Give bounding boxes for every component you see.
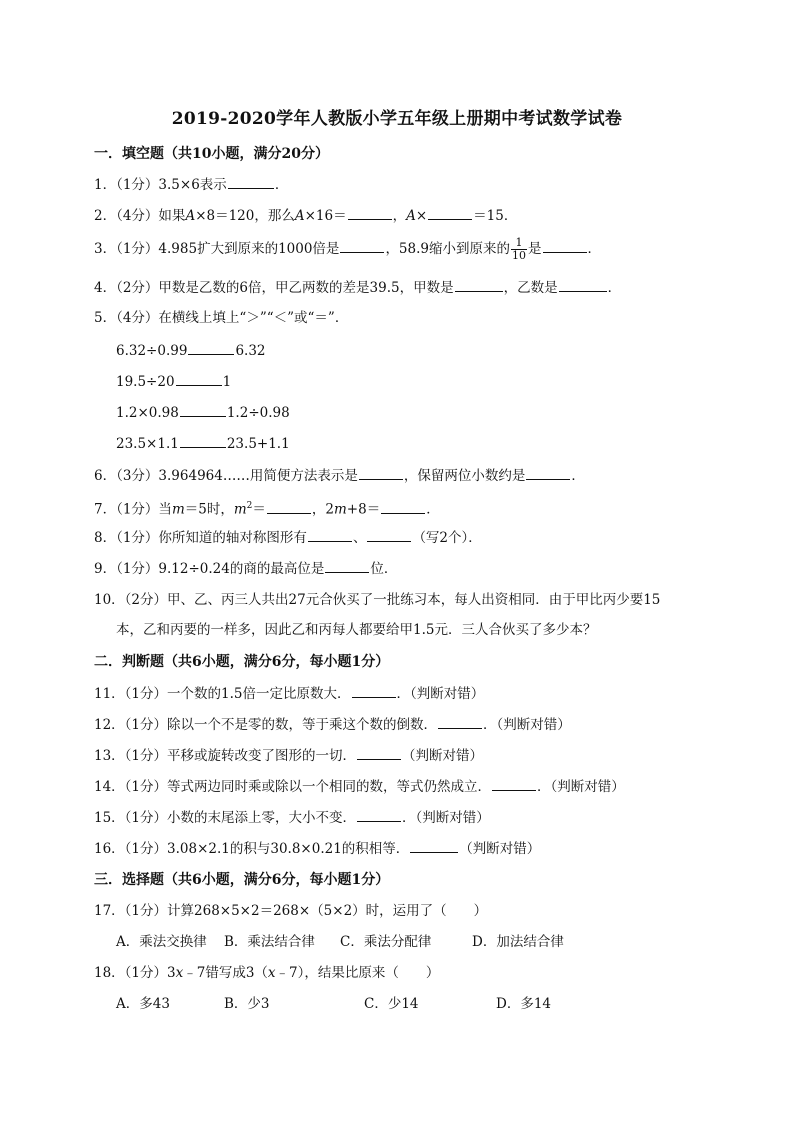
- answer-blank[interactable]: [381, 500, 425, 514]
- question-18-options: [116, 995, 604, 1013]
- question-6: 6．（3分）3.964964……用简便方法表示是 ，保留两位小数约是 ．: [94, 468, 585, 484]
- question-1: 1．（1分）3.5×6表示 ．: [94, 177, 289, 193]
- answer-blank[interactable]: [308, 528, 352, 542]
- option-d[interactable]: D．加法结合律: [472, 934, 564, 950]
- section-multiple-choice-header: 三．选择题（共6小题，满分6分，每小题1分）: [94, 872, 390, 888]
- question-5-item-1: 6.32÷0.99 6.32: [116, 343, 266, 359]
- answer-blank[interactable]: [438, 715, 482, 729]
- answer-blank[interactable]: [559, 278, 607, 292]
- option-a[interactable]: A．乘法交换律: [116, 934, 207, 950]
- answer-blank[interactable]: [526, 466, 570, 480]
- question-12: 12．（1分）除以一个不是零的数，等于乘这个数的倒数． ．（判断对错）: [94, 717, 571, 733]
- question-14: 14．（1分）等式两边同时乘或除以一个相同的数，等式仍然成立． ．（判断对错）: [94, 779, 625, 795]
- answer-blank[interactable]: [180, 403, 226, 417]
- page-title: 2019-2020学年人教版小学五年级上册期中考试数学试卷: [171, 109, 623, 129]
- question-8: 8．（1分）你所知道的轴对称图形有 、 （写2个）．: [94, 530, 482, 546]
- answer-blank[interactable]: [367, 528, 411, 542]
- answer-blank[interactable]: [340, 239, 384, 253]
- answer-blank[interactable]: [228, 175, 274, 189]
- question-10-continued: 本，乙和丙要的一样多，因此乙和丙每人都要给甲1.5元．三人合伙买了多少本？: [116, 622, 597, 638]
- question-5: 5．（4分）在横线上填上“＞”“＜”或“＝”．: [94, 310, 349, 326]
- question-17-options: [116, 933, 580, 951]
- question-7: 7．（1分）当m＝5时，$m^2=$ ，2m+8＝ ．: [94, 501, 440, 518]
- option-c[interactable]: C．少14: [364, 996, 419, 1012]
- answer-blank[interactable]: [428, 206, 472, 220]
- answer-blank[interactable]: [325, 559, 369, 573]
- answer-blank[interactable]: [455, 278, 503, 292]
- answer-blank[interactable]: [543, 239, 587, 253]
- option-b[interactable]: B．乘法结合律: [224, 934, 315, 950]
- answer-blank[interactable]: [348, 206, 392, 220]
- answer-blank[interactable]: [359, 466, 403, 480]
- question-3: 3．（1分）4.985扩大到原来的1000倍是 ，58.9缩小到原来的 $\frac{1}{10}$ 是 ．: [94, 236, 601, 262]
- answer-blank[interactable]: [492, 777, 536, 791]
- section-true-false-header: 二．判断题（共6小题，满分6分，每小题1分）: [94, 654, 390, 670]
- fraction: $\frac{1}{10}$: [512, 236, 526, 262]
- question-13: 13．（1分）平移或旋转改变了图形的一切． （判断对错）: [94, 748, 484, 764]
- question-11: 11．（1分）一个数的1.5倍一定比原数大． ．（判断对错）: [94, 686, 485, 702]
- answer-blank[interactable]: [410, 839, 458, 853]
- option-d[interactable]: D．多14: [496, 996, 552, 1012]
- answer-blank[interactable]: [357, 746, 401, 760]
- question-9: 9．（1分）9.12÷0.24的商的最高位是 位．: [94, 561, 398, 577]
- answer-blank[interactable]: [176, 372, 222, 386]
- answer-blank[interactable]: [267, 500, 311, 514]
- answer-blank[interactable]: [180, 434, 226, 448]
- question-10: 10．（2分）甲、乙、丙三人共出27元合伙买了一批练习本，每人出资相同．由于甲比丙少要15: [94, 592, 661, 608]
- question-4: 4．（2分）甲数是乙数的6倍，甲乙两数的差是39.5，甲数是 ，乙数是 ．: [94, 280, 622, 296]
- option-c[interactable]: C．乘法分配律: [340, 934, 432, 950]
- answer-blank[interactable]: [352, 684, 396, 698]
- question-15: 15．（1分）小数的末尾添上零，大小不变． ．（判断对错）: [94, 810, 490, 826]
- option-a[interactable]: A．多43: [116, 996, 170, 1012]
- section-fill-blank-header: 一．填空题（共10小题，满分20分）: [94, 146, 329, 162]
- question-5-item-3: 1.2×0.98 1.2÷0.98: [116, 405, 290, 421]
- question-17: 17．（1分）计算268×5×2＝268×（5×2）时，运用了（ ）: [94, 903, 488, 919]
- answer-blank[interactable]: [357, 808, 401, 822]
- question-5-item-4: 23.5×1.1 23.5+1.1: [116, 436, 290, 452]
- question-16: 16．（1分）3.08×2.1的积与30.8×0.21的积相等． （判断对错）: [94, 841, 541, 857]
- answer-blank[interactable]: [188, 341, 234, 355]
- question-2: 2．（4分）如果A×8＝120，那么A×16＝ ，A× ＝15．: [94, 208, 518, 224]
- question-5-item-2: 19.5÷20 1: [116, 374, 232, 390]
- option-b[interactable]: B．少3: [224, 996, 270, 1012]
- question-18: 18．（1分）3x﹣7错写成3（x﹣7），结果比原来（ ）: [94, 965, 440, 981]
